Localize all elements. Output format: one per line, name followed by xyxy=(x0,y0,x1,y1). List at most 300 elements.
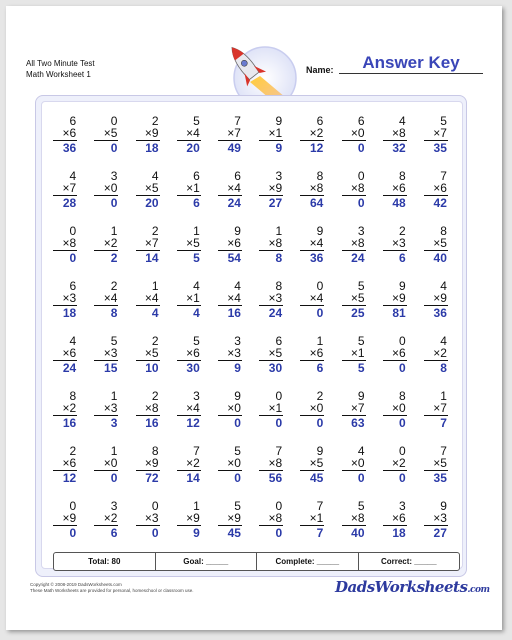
answer: 2 xyxy=(110,251,118,265)
multiplier: ×2 xyxy=(309,126,324,140)
answer: 45 xyxy=(309,471,324,485)
multiplicand: 9 xyxy=(357,389,365,403)
multiplier: ×8 xyxy=(268,456,283,470)
problem-cell xyxy=(377,495,418,550)
multiplicand: 9 xyxy=(234,389,241,403)
multiplier: ×5 xyxy=(186,236,200,250)
answer: 81 xyxy=(392,306,406,320)
answer: 0 xyxy=(399,361,406,375)
problem-cell xyxy=(418,385,459,440)
multiplier: ×6 xyxy=(392,346,406,360)
multiplier: ×0 xyxy=(227,456,241,470)
multiplier: ×4 xyxy=(227,291,241,305)
answer: 45 xyxy=(227,526,241,540)
multiplicand: 1 xyxy=(316,334,324,348)
multiplier: ×5 xyxy=(103,126,118,140)
multiplier: ×4 xyxy=(227,181,241,195)
multiplier: ×1 xyxy=(350,346,365,360)
answer: 7 xyxy=(316,526,324,540)
problem-grid xyxy=(47,110,459,550)
multiplier: ×7 xyxy=(350,401,365,415)
copyright xyxy=(30,582,194,594)
multiplicand: 7 xyxy=(316,499,324,513)
answer: 36 xyxy=(433,306,447,320)
multiplier: ×1 xyxy=(186,291,200,305)
answer: 24 xyxy=(351,251,365,265)
multiplicand: 6 xyxy=(275,334,283,348)
multiplier: ×5 xyxy=(144,181,159,195)
answer: 10 xyxy=(145,361,159,375)
multiplicand: 2 xyxy=(110,279,118,293)
multiplier: ×9 xyxy=(144,456,159,470)
multiplicand: 5 xyxy=(234,499,241,513)
answer: 42 xyxy=(433,196,447,210)
problem-cell xyxy=(47,165,88,220)
problem-cell xyxy=(212,495,253,550)
multiplier: ×6 xyxy=(227,236,241,250)
multiplier: ×0 xyxy=(350,126,365,140)
problem-cell xyxy=(212,165,253,220)
answer: 15 xyxy=(104,361,118,375)
problem-cell xyxy=(212,220,253,275)
answer: 40 xyxy=(433,251,447,265)
problem-cell xyxy=(171,440,212,495)
problem-cell xyxy=(294,495,335,550)
multiplicand: 8 xyxy=(151,444,159,458)
title-line-1: All Two Minute Test xyxy=(26,59,95,68)
multiplicand: 1 xyxy=(110,389,118,403)
multiplier: ×0 xyxy=(103,181,118,195)
answer: 25 xyxy=(351,306,365,320)
answer: 6 xyxy=(110,526,118,540)
multiplier: ×3 xyxy=(103,401,118,415)
multiplicand: 0 xyxy=(69,499,77,513)
problem-cell xyxy=(253,330,294,385)
title-line-2: Math Worksheet 1 xyxy=(26,70,91,79)
multiplicand: 4 xyxy=(357,444,365,458)
multiplicand: 6 xyxy=(69,279,77,293)
answer: 36 xyxy=(309,251,324,265)
multiplicand: 1 xyxy=(193,224,200,238)
multiplier: ×2 xyxy=(433,346,447,360)
multiplicand: 5 xyxy=(440,114,447,128)
answer: 0 xyxy=(399,471,406,485)
multiplicand: 5 xyxy=(357,499,365,513)
answer: 14 xyxy=(145,251,159,265)
problem-cell xyxy=(377,440,418,495)
problem-cell xyxy=(294,165,335,220)
multiplicand: 6 xyxy=(316,114,324,128)
answer: 6 xyxy=(193,196,200,210)
problem-cell xyxy=(335,495,376,550)
multiplicand: 7 xyxy=(275,444,283,458)
answer: 0 xyxy=(110,471,118,485)
multiplier: ×6 xyxy=(309,346,324,360)
problem-cell xyxy=(88,495,129,550)
answer: 20 xyxy=(186,141,200,155)
name-line xyxy=(339,73,483,74)
answer: 24 xyxy=(227,196,241,210)
multiplicand: 6 xyxy=(193,169,200,183)
multiplicand: 1 xyxy=(110,224,118,238)
multiplier: ×4 xyxy=(144,291,159,305)
answer: 9 xyxy=(193,526,200,540)
problem-cell xyxy=(212,440,253,495)
answer: 0 xyxy=(275,416,283,430)
multiplicand: 3 xyxy=(110,499,118,513)
answer: 12 xyxy=(186,416,200,430)
multiplicand: 0 xyxy=(69,224,77,238)
multiplicand: 2 xyxy=(151,334,159,348)
problem-cell xyxy=(212,275,253,330)
multiplicand: 5 xyxy=(110,334,118,348)
multiplier: ×5 xyxy=(433,236,447,250)
answer: 4 xyxy=(151,306,159,320)
answer: 24 xyxy=(62,361,77,375)
multiplier: ×2 xyxy=(103,511,118,525)
answer: 36 xyxy=(62,141,77,155)
answer: 0 xyxy=(110,141,118,155)
multiplicand: 4 xyxy=(234,279,241,293)
problem-cell xyxy=(253,165,294,220)
problem-cell xyxy=(171,165,212,220)
answer: 0 xyxy=(316,306,324,320)
multiplicand: 2 xyxy=(399,224,406,238)
answer: 0 xyxy=(234,471,241,485)
multiplier: ×8 xyxy=(144,401,159,415)
multiplicand: 4 xyxy=(69,169,77,183)
answer-key-heading: Answer Key xyxy=(362,53,460,72)
answer: 0 xyxy=(357,471,365,485)
multiplicand: 0 xyxy=(399,334,406,348)
problem-cell xyxy=(88,385,129,440)
answer: 0 xyxy=(275,526,283,540)
problem-cell xyxy=(171,385,212,440)
multiplicand: 4 xyxy=(440,279,447,293)
problem-cell xyxy=(335,440,376,495)
problem-cell xyxy=(129,165,170,220)
problem-cell xyxy=(418,440,459,495)
answer: 72 xyxy=(145,471,159,485)
multiplicand: 4 xyxy=(193,279,200,293)
multiplicand: 3 xyxy=(357,224,365,238)
multiplier: ×5 xyxy=(350,291,365,305)
answer: 40 xyxy=(351,526,365,540)
multiplicand: 0 xyxy=(316,279,324,293)
multiplier: ×9 xyxy=(62,511,77,525)
problem-cell xyxy=(294,110,335,165)
problem-cell xyxy=(129,440,170,495)
problem-cell xyxy=(129,385,170,440)
answer: 14 xyxy=(186,471,200,485)
answer: 63 xyxy=(351,416,365,430)
multiplier: ×9 xyxy=(433,291,447,305)
answer: 8 xyxy=(110,306,118,320)
multiplicand: 3 xyxy=(399,499,406,513)
problem-cell xyxy=(253,440,294,495)
multiplicand: 6 xyxy=(234,169,241,183)
multiplier: ×8 xyxy=(309,181,324,195)
multiplicand: 1 xyxy=(275,224,283,238)
answer: 8 xyxy=(275,251,283,265)
problem-cell xyxy=(294,385,335,440)
problem-cell xyxy=(294,220,335,275)
multiplier: ×1 xyxy=(186,181,200,195)
answer: 9 xyxy=(234,361,241,375)
multiplicand: 0 xyxy=(357,169,365,183)
multiplier: ×6 xyxy=(62,456,77,470)
multiplier: ×6 xyxy=(392,511,406,525)
multiplier: ×4 xyxy=(186,126,200,140)
answer: 16 xyxy=(145,416,159,430)
problem-cell xyxy=(377,330,418,385)
problem-cell xyxy=(335,110,376,165)
problem-cell xyxy=(377,275,418,330)
answer: 0 xyxy=(151,526,159,540)
problem-cell xyxy=(335,330,376,385)
problem-cell xyxy=(418,165,459,220)
problem-cell xyxy=(335,385,376,440)
multiplier: ×5 xyxy=(144,346,159,360)
multiplicand: 2 xyxy=(151,224,159,238)
multiplier: ×6 xyxy=(186,346,200,360)
name-label: Name: xyxy=(306,65,334,75)
multiplicand: 5 xyxy=(357,279,365,293)
answer: 30 xyxy=(268,361,283,375)
problem-cell xyxy=(418,495,459,550)
multiplier: ×0 xyxy=(350,456,365,470)
answer: 9 xyxy=(275,141,283,155)
multiplier: ×9 xyxy=(144,126,159,140)
multiplicand: 7 xyxy=(193,444,200,458)
multiplicand: 9 xyxy=(440,499,447,513)
multiplicand: 5 xyxy=(193,114,200,128)
multiplier: ×0 xyxy=(309,401,324,415)
problem-cell xyxy=(47,330,88,385)
multiplier: ×2 xyxy=(103,236,118,250)
multiplier: ×0 xyxy=(392,401,406,415)
answer: 18 xyxy=(392,526,406,540)
multiplicand: 4 xyxy=(69,334,77,348)
multiplicand: 1 xyxy=(193,499,200,513)
goal-cell: Goal: _____ xyxy=(155,553,257,570)
problem-cell xyxy=(253,220,294,275)
multiplicand: 1 xyxy=(110,444,118,458)
answer: 24 xyxy=(268,306,283,320)
score-bar xyxy=(53,552,460,571)
multiplier: ×4 xyxy=(103,291,118,305)
multiplicand: 4 xyxy=(151,169,159,183)
multiplier: ×5 xyxy=(268,346,283,360)
copyright-line-2: These Math Worksheets are provided for personal, homeschool or classroom use. xyxy=(30,588,194,593)
multiplier: ×8 xyxy=(62,236,77,250)
multiplier: ×9 xyxy=(392,291,406,305)
multiplicand: 6 xyxy=(69,114,77,128)
multiplicand: 8 xyxy=(440,224,447,238)
multiplier: ×5 xyxy=(309,456,324,470)
brand-logo xyxy=(335,578,490,596)
multiplicand: 0 xyxy=(110,114,118,128)
answer: 30 xyxy=(186,361,200,375)
problem-cell xyxy=(47,110,88,165)
multiplier: ×1 xyxy=(268,126,283,140)
problem-cell xyxy=(212,110,253,165)
answer: 0 xyxy=(69,251,77,265)
problem-cell xyxy=(253,110,294,165)
problem-cell xyxy=(294,330,335,385)
multiplicand: 4 xyxy=(399,114,406,128)
problem-cell xyxy=(253,385,294,440)
problem-cell xyxy=(171,330,212,385)
problem-cell xyxy=(129,220,170,275)
problem-cell xyxy=(171,110,212,165)
answer: 8 xyxy=(440,361,447,375)
problem-cell xyxy=(129,275,170,330)
multiplier: ×7 xyxy=(227,126,241,140)
multiplicand: 5 xyxy=(193,334,200,348)
answer: 32 xyxy=(392,141,406,155)
multiplicand: 9 xyxy=(275,114,283,128)
answer: 54 xyxy=(227,251,241,265)
multiplier: ×3 xyxy=(227,346,241,360)
answer: 0 xyxy=(234,416,241,430)
multiplier: ×6 xyxy=(392,181,406,195)
multiplicand: 9 xyxy=(316,224,324,238)
problem-cell xyxy=(418,110,459,165)
answer: 49 xyxy=(227,141,241,155)
problem-cell xyxy=(88,220,129,275)
multiplier: ×8 xyxy=(350,236,365,250)
multiplier: ×1 xyxy=(268,401,283,415)
problem-cell xyxy=(47,220,88,275)
multiplier: ×0 xyxy=(103,456,118,470)
answer: 0 xyxy=(69,526,77,540)
problem-cell xyxy=(418,220,459,275)
answer: 35 xyxy=(433,471,447,485)
problem-cell xyxy=(335,220,376,275)
correct-cell: Correct: _____ xyxy=(358,553,460,570)
multiplicand: 5 xyxy=(357,334,365,348)
answer: 48 xyxy=(392,196,406,210)
worksheet-title xyxy=(26,58,95,80)
multiplicand: 8 xyxy=(399,389,406,403)
answer: 0 xyxy=(357,196,365,210)
problem-cell xyxy=(88,110,129,165)
answer: 27 xyxy=(268,196,283,210)
answer: 64 xyxy=(309,196,324,210)
multiplier: ×7 xyxy=(144,236,159,250)
multiplicand: 8 xyxy=(399,169,406,183)
problem-cell xyxy=(47,275,88,330)
problem-cell xyxy=(253,495,294,550)
answer: 12 xyxy=(309,141,324,155)
answer: 20 xyxy=(145,196,159,210)
brand-suffix: .com xyxy=(467,585,490,595)
problem-cell xyxy=(418,330,459,385)
multiplier: ×2 xyxy=(186,456,200,470)
problem-cell xyxy=(129,495,170,550)
multiplier: ×0 xyxy=(227,401,241,415)
answer: 35 xyxy=(433,141,447,155)
multiplier: ×7 xyxy=(433,126,447,140)
answer: 6 xyxy=(316,361,324,375)
multiplier: ×2 xyxy=(392,456,406,470)
multiplier: ×4 xyxy=(309,236,324,250)
multiplier: ×9 xyxy=(186,511,200,525)
multiplicand: 7 xyxy=(440,444,447,458)
copyright-line-1: Copyright © 2008-2019 DadsWorksheets.com xyxy=(30,582,122,587)
multiplier: ×3 xyxy=(103,346,118,360)
problem-cell xyxy=(171,275,212,330)
problem-cell xyxy=(129,110,170,165)
multiplier: ×3 xyxy=(62,291,77,305)
problem-cell xyxy=(88,275,129,330)
multiplicand: 9 xyxy=(316,444,324,458)
multiplier: ×8 xyxy=(268,236,283,250)
problem-cell xyxy=(47,440,88,495)
multiplicand: 6 xyxy=(357,114,365,128)
answer: 16 xyxy=(227,306,241,320)
problem-cell xyxy=(253,275,294,330)
multiplicand: 9 xyxy=(399,279,406,293)
total-cell: Total: 80 xyxy=(88,557,121,566)
answer: 6 xyxy=(399,251,406,265)
multiplicand: 8 xyxy=(69,389,77,403)
answer: 18 xyxy=(145,141,159,155)
answer: 5 xyxy=(193,251,200,265)
multiplicand: 0 xyxy=(399,444,406,458)
multiplier: ×1 xyxy=(309,511,324,525)
multiplier: ×8 xyxy=(350,181,365,195)
multiplier: ×4 xyxy=(309,291,324,305)
problem-cell xyxy=(88,165,129,220)
answer: 3 xyxy=(110,416,118,430)
answer: 0 xyxy=(110,196,118,210)
problem-cell xyxy=(88,330,129,385)
multiplicand: 0 xyxy=(275,499,283,513)
multiplier: ×3 xyxy=(433,511,447,525)
multiplicand: 3 xyxy=(234,334,241,348)
answer: 0 xyxy=(357,141,365,155)
problem-cell xyxy=(212,330,253,385)
multiplicand: 9 xyxy=(234,224,241,238)
multiplier: ×6 xyxy=(62,126,77,140)
problem-cell xyxy=(129,330,170,385)
problem-cell xyxy=(335,275,376,330)
multiplier: ×9 xyxy=(227,511,241,525)
multiplier: ×8 xyxy=(268,511,283,525)
problem-cell xyxy=(377,110,418,165)
multiplier: ×3 xyxy=(144,511,159,525)
multiplicand: 8 xyxy=(275,279,283,293)
complete-cell: Complete: _____ xyxy=(256,553,358,570)
answer: 18 xyxy=(62,306,77,320)
multiplier: ×6 xyxy=(433,181,447,195)
answer: 4 xyxy=(193,306,200,320)
problem-cell xyxy=(171,495,212,550)
problem-cell xyxy=(294,275,335,330)
multiplier: ×6 xyxy=(62,346,77,360)
problem-cell xyxy=(377,385,418,440)
problem-cell xyxy=(335,165,376,220)
multiplicand: 7 xyxy=(440,169,447,183)
problem-cell xyxy=(212,385,253,440)
problem-cell xyxy=(418,275,459,330)
multiplicand: 3 xyxy=(110,169,118,183)
multiplicand: 4 xyxy=(440,334,447,348)
multiplicand: 2 xyxy=(316,389,324,403)
answer: 28 xyxy=(62,196,77,210)
